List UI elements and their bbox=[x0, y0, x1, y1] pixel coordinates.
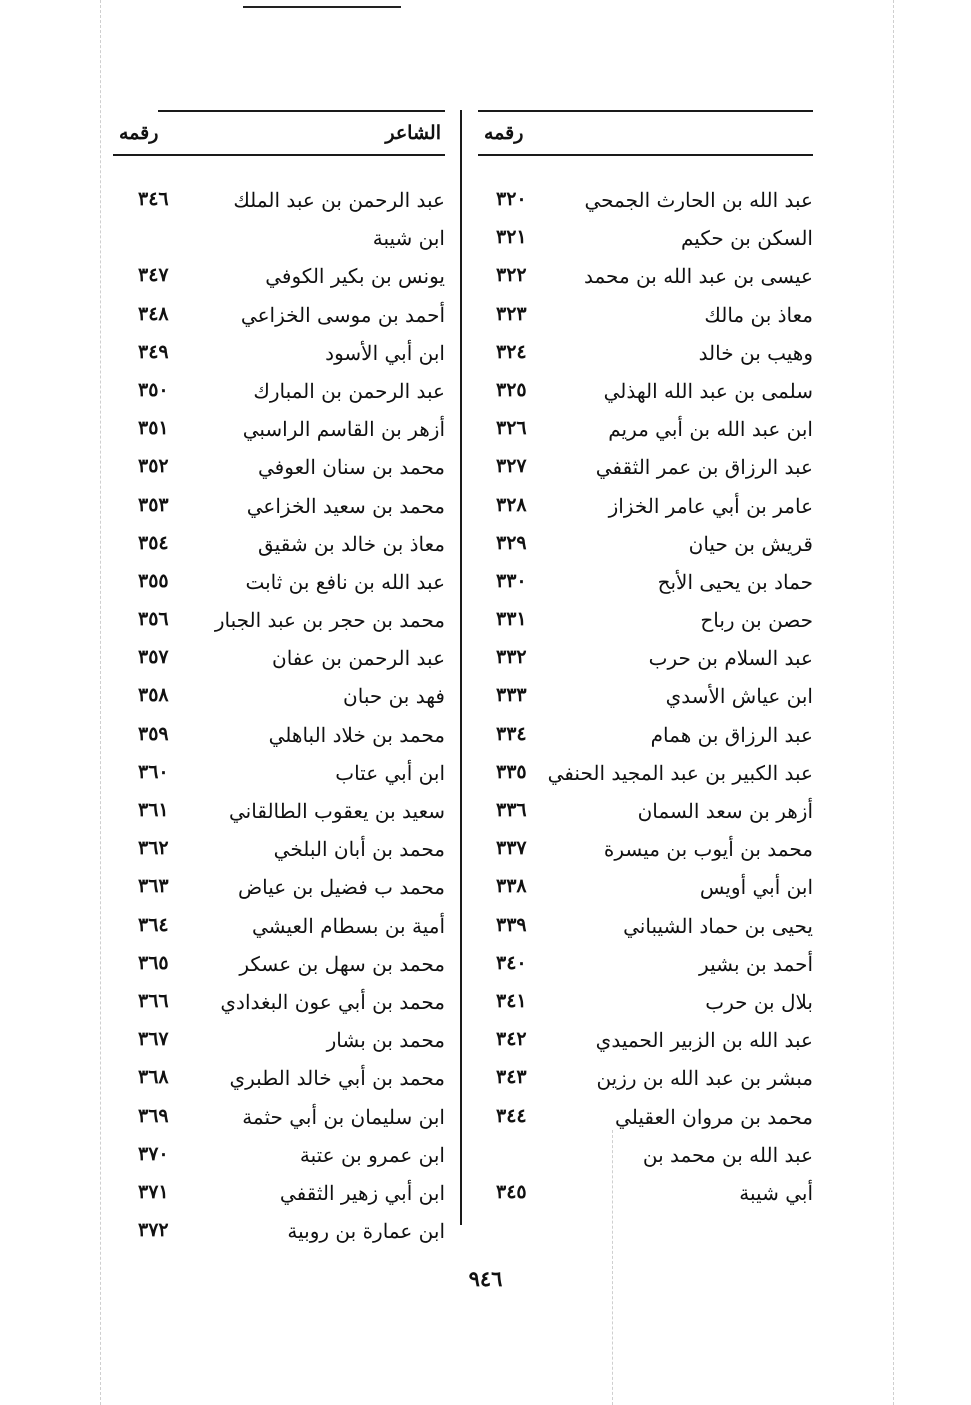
entry-number: ٣٣٦ bbox=[496, 799, 527, 821]
entry-row bbox=[113, 297, 445, 335]
poet-name: أحمد بن بشير bbox=[699, 951, 813, 976]
entry-number: ٣٥٢ bbox=[138, 455, 169, 478]
entry-row bbox=[478, 335, 813, 373]
entry-row bbox=[113, 220, 445, 258]
column-divider bbox=[460, 110, 462, 1225]
scan-guide-line bbox=[893, 0, 894, 1405]
entry-row bbox=[113, 1175, 445, 1213]
entry-row bbox=[478, 220, 813, 258]
entry-row bbox=[113, 1099, 445, 1137]
poet-name: محمد بن أبي خالد الطبري bbox=[229, 1066, 445, 1091]
entry-number: ٣٢٩ bbox=[496, 531, 527, 554]
entry-row bbox=[478, 640, 813, 678]
entry-row bbox=[113, 602, 445, 640]
entry-number: ٣٤٢ bbox=[496, 1028, 527, 1051]
poet-name: حصن بن رباح bbox=[700, 608, 813, 633]
entry-number: ٣٥٧ bbox=[138, 646, 169, 669]
left-column bbox=[113, 110, 445, 1244]
entry-number: ٣٣٤ bbox=[496, 722, 527, 745]
entry-row bbox=[478, 1175, 813, 1213]
entry-row bbox=[478, 297, 813, 335]
poet-name: أمية بن بسطام العيشي bbox=[251, 913, 445, 938]
entry-row bbox=[113, 793, 445, 831]
entry-number: ٣٤٣ bbox=[496, 1066, 527, 1089]
entry-number: ٣٢٨ bbox=[496, 493, 527, 516]
poet-name: عبد الله بن الحارث الجمحي bbox=[584, 188, 813, 212]
entry-number: ٣٥٠ bbox=[138, 378, 169, 401]
poet-name: أزهر بن القاسم الراسبي bbox=[242, 417, 445, 442]
poet-name: ابن أبي أويس bbox=[699, 875, 813, 900]
entry-row bbox=[478, 831, 813, 869]
entry-row bbox=[113, 1022, 445, 1060]
entry-row bbox=[478, 449, 813, 487]
entry-number: ٣٦٠ bbox=[138, 760, 169, 783]
entry-number: ٣٤٩ bbox=[138, 340, 169, 363]
poet-name: محمد ب فضيل بن عياض bbox=[237, 875, 445, 900]
entry-row bbox=[113, 373, 445, 411]
poet-name: ابن عمرو بن عتبة bbox=[299, 1142, 445, 1167]
entry-number: ٣٥١ bbox=[138, 417, 169, 440]
entry-number: ٣٣٨ bbox=[496, 875, 527, 898]
poet-name: محمد بن أبان البلخي bbox=[273, 837, 445, 862]
entry-number: ٣٢٧ bbox=[496, 455, 527, 478]
entry-number: ٣٥٨ bbox=[138, 684, 169, 707]
entry-row bbox=[478, 678, 813, 716]
entry-row bbox=[113, 1060, 445, 1098]
poet-name: قريش بن حيان bbox=[688, 531, 813, 556]
entry-number: ٣٤٧ bbox=[138, 264, 169, 287]
poet-name: ابن عمارة بن روبية bbox=[287, 1219, 445, 1244]
entry-number: ٣٧٢ bbox=[138, 1219, 169, 1242]
poet-name: محمد بن سهل بن عسكر bbox=[239, 951, 445, 976]
number-column-header: رقمه bbox=[484, 122, 524, 144]
entry-row bbox=[113, 335, 445, 373]
poet-name: يونس بن بكير الكوفي bbox=[265, 264, 445, 289]
entry-number: ٣٧٠ bbox=[138, 1142, 169, 1165]
poet-name: عبد الكبير بن عبد المجيد الحنفي bbox=[547, 760, 813, 785]
entry-number: ٣٤٨ bbox=[138, 302, 169, 325]
entry-number: ٣٦٦ bbox=[138, 989, 169, 1012]
entry-number: ٣٢٥ bbox=[496, 378, 527, 401]
entry-number: ٣٦٨ bbox=[138, 1066, 169, 1089]
entry-row bbox=[113, 717, 445, 755]
entry-number: ٣٢٢ bbox=[496, 264, 527, 287]
entry-number: ٣٤٥ bbox=[496, 1180, 527, 1203]
poet-name: أحمد بن موسى الخزاعي bbox=[240, 302, 445, 327]
poet-name: سعيد بن يعقوب الطالقاني bbox=[229, 799, 445, 823]
entry-row bbox=[478, 869, 813, 907]
poet-name: ابن شيبة bbox=[372, 226, 445, 251]
poet-name: سلمى بن عبد الله الهذلي bbox=[603, 378, 813, 403]
entry-row bbox=[478, 1099, 813, 1137]
entry-row bbox=[113, 526, 445, 564]
poet-name: ابن أبي عتاب bbox=[335, 760, 445, 785]
poet-name: ابن أبي الأسود bbox=[325, 340, 445, 365]
entry-number: ٣٦٢ bbox=[138, 837, 169, 860]
poet-name: عبد الرزاق بن عمر الثقفي bbox=[595, 455, 813, 480]
poet-name: محمد بن أيوب بن ميسرة bbox=[603, 837, 813, 862]
poet-name: محمد بن حجر بن عبد الجبار bbox=[214, 608, 445, 633]
entry-number: ٣٥٤ bbox=[138, 531, 169, 554]
header-row bbox=[113, 110, 445, 160]
entry-row bbox=[113, 869, 445, 907]
poet-name: عبد الله بن الزبير الحميدي bbox=[595, 1028, 813, 1053]
poet-name: ابن عياش الأسدي bbox=[665, 684, 813, 709]
entry-row bbox=[478, 564, 813, 602]
entries-list bbox=[478, 182, 813, 1213]
entry-number: ٣٦٤ bbox=[138, 913, 169, 936]
entry-number: ٣٦٥ bbox=[138, 951, 169, 974]
entry-row bbox=[113, 755, 445, 793]
poet-name: وهيب بن خالد bbox=[698, 340, 813, 365]
entry-number: ٣٣٩ bbox=[496, 913, 527, 936]
entry-number: ٣٤١ bbox=[496, 989, 527, 1012]
entry-row bbox=[478, 755, 813, 793]
entry-number: ٣٤٤ bbox=[496, 1104, 527, 1127]
poet-name: عبد الرحمن بن عبد الملك bbox=[233, 188, 445, 212]
poet-name: محمد بن سنان العوفي bbox=[258, 455, 445, 480]
poet-name: عبد الله بن نافع بن ثابت bbox=[245, 569, 445, 594]
entry-number: ٣٦١ bbox=[138, 799, 169, 821]
poet-name: يحيى بن حماد الشيباني bbox=[623, 913, 813, 938]
entry-number: ٣٣٠ bbox=[496, 569, 527, 592]
poet-name: عبد السلام بن حرب bbox=[648, 646, 813, 671]
entry-number: ٣٣٧ bbox=[496, 837, 527, 860]
poet-name: بلال بن حرب bbox=[705, 989, 813, 1014]
poet-name: محمد بن بشار bbox=[326, 1028, 445, 1053]
entry-row bbox=[113, 908, 445, 946]
entry-number: ٣٢٣ bbox=[496, 302, 527, 325]
entry-row bbox=[478, 1060, 813, 1098]
entry-row bbox=[478, 182, 813, 220]
entry-row bbox=[113, 182, 445, 220]
poet-name: ابن سليمان بن أبي حثمة bbox=[242, 1104, 445, 1129]
poet-name: محمد بن خلاد الباهلي bbox=[268, 722, 445, 747]
entry-number: ٣٥٣ bbox=[138, 493, 169, 516]
entry-row bbox=[113, 1213, 445, 1251]
poet-name: عبد الرحمن بن المبارك bbox=[253, 378, 445, 403]
entry-number: ٣٥٥ bbox=[138, 569, 169, 592]
entry-number: ٣٢٤ bbox=[496, 340, 527, 363]
entry-number: ٣٥٦ bbox=[138, 608, 169, 631]
entry-row bbox=[478, 411, 813, 449]
poet-name: محمد بن سعيد الخزاعي bbox=[246, 493, 445, 518]
entry-row bbox=[478, 946, 813, 984]
page-number: ٩٤٦ bbox=[468, 1266, 503, 1291]
poet-name: حماد بن يحيى الأبح bbox=[657, 569, 813, 594]
entry-number: ٣٣٥ bbox=[496, 760, 527, 783]
entry-number: ٣٧١ bbox=[138, 1180, 169, 1203]
entry-row bbox=[113, 258, 445, 296]
entry-row bbox=[478, 908, 813, 946]
entry-row bbox=[113, 488, 445, 526]
header-bottom-rule bbox=[113, 154, 445, 156]
entry-row bbox=[113, 831, 445, 869]
poet-name: عيسى بن عبد الله بن محمد bbox=[584, 264, 813, 289]
entry-row bbox=[478, 373, 813, 411]
poet-name: أزهر بن سعد السمان bbox=[637, 799, 813, 823]
poet-name: عبد الله بن محمد بن bbox=[642, 1142, 813, 1167]
entry-number: ٣٣٣ bbox=[496, 684, 527, 707]
header-bottom-rule bbox=[478, 154, 813, 156]
right-column bbox=[478, 110, 813, 1230]
poet-name: ابن عبد الله بن أبي مريم bbox=[608, 417, 813, 442]
entry-row bbox=[113, 1137, 445, 1175]
entry-number: ٣٣٢ bbox=[496, 646, 527, 669]
entry-row bbox=[478, 258, 813, 296]
number-column-header: رقمه bbox=[119, 122, 159, 144]
entry-number: ٣٥٩ bbox=[138, 722, 169, 745]
poet-name: معاذ بن خالد بن شقيق bbox=[257, 531, 445, 556]
poet-name: فهد بن حبان bbox=[343, 684, 445, 709]
entry-row bbox=[478, 1137, 813, 1175]
poet-name: عبد الرحمن بن عفان bbox=[272, 646, 445, 671]
entry-number: ٣٦٣ bbox=[138, 875, 169, 898]
poet-name: مبشر بن عبد الله بن رزين bbox=[596, 1066, 813, 1091]
poet-name: عامر بن أبي عامر الخزاز bbox=[608, 493, 813, 518]
entry-number: ٣٢٦ bbox=[496, 417, 527, 440]
entry-row bbox=[113, 678, 445, 716]
entries-list bbox=[113, 182, 445, 1251]
entry-row bbox=[478, 717, 813, 755]
entry-row bbox=[478, 984, 813, 1022]
header-row bbox=[478, 110, 813, 160]
entry-row bbox=[113, 984, 445, 1022]
entry-row bbox=[113, 640, 445, 678]
poet-name: محمد بن أبي عون البغدادي bbox=[220, 989, 445, 1014]
entry-row bbox=[478, 1022, 813, 1060]
entry-row bbox=[478, 602, 813, 640]
entry-row bbox=[113, 411, 445, 449]
entry-row bbox=[478, 488, 813, 526]
scan-guide-line bbox=[100, 0, 101, 1405]
poet-column-header: الشاعر bbox=[385, 122, 441, 144]
poet-name: معاذ بن مالك bbox=[704, 302, 813, 327]
entry-number: ٣٢٠ bbox=[496, 188, 527, 210]
poet-name: أبي شيبة bbox=[739, 1180, 813, 1205]
entry-number: ٣٦٩ bbox=[138, 1104, 169, 1127]
poet-name: ابن أبي زهير الثقفي bbox=[279, 1180, 445, 1205]
top-rule bbox=[243, 6, 401, 8]
poet-name: محمد بن مروان العقيلي bbox=[615, 1104, 813, 1129]
entry-number: ٣٦٧ bbox=[138, 1028, 169, 1051]
entry-row bbox=[113, 449, 445, 487]
entry-number: ٣٤٦ bbox=[138, 188, 169, 210]
entry-row bbox=[113, 946, 445, 984]
entry-row bbox=[113, 564, 445, 602]
entry-number: ٣٢١ bbox=[496, 226, 527, 249]
poet-name: السكن بن حكيم bbox=[680, 226, 813, 251]
entry-row bbox=[478, 793, 813, 831]
poet-name: عبد الرزاق بن همام bbox=[650, 722, 813, 747]
entry-number: ٣٣١ bbox=[496, 608, 527, 631]
entry-number: ٣٤٠ bbox=[496, 951, 527, 974]
entry-row bbox=[478, 526, 813, 564]
